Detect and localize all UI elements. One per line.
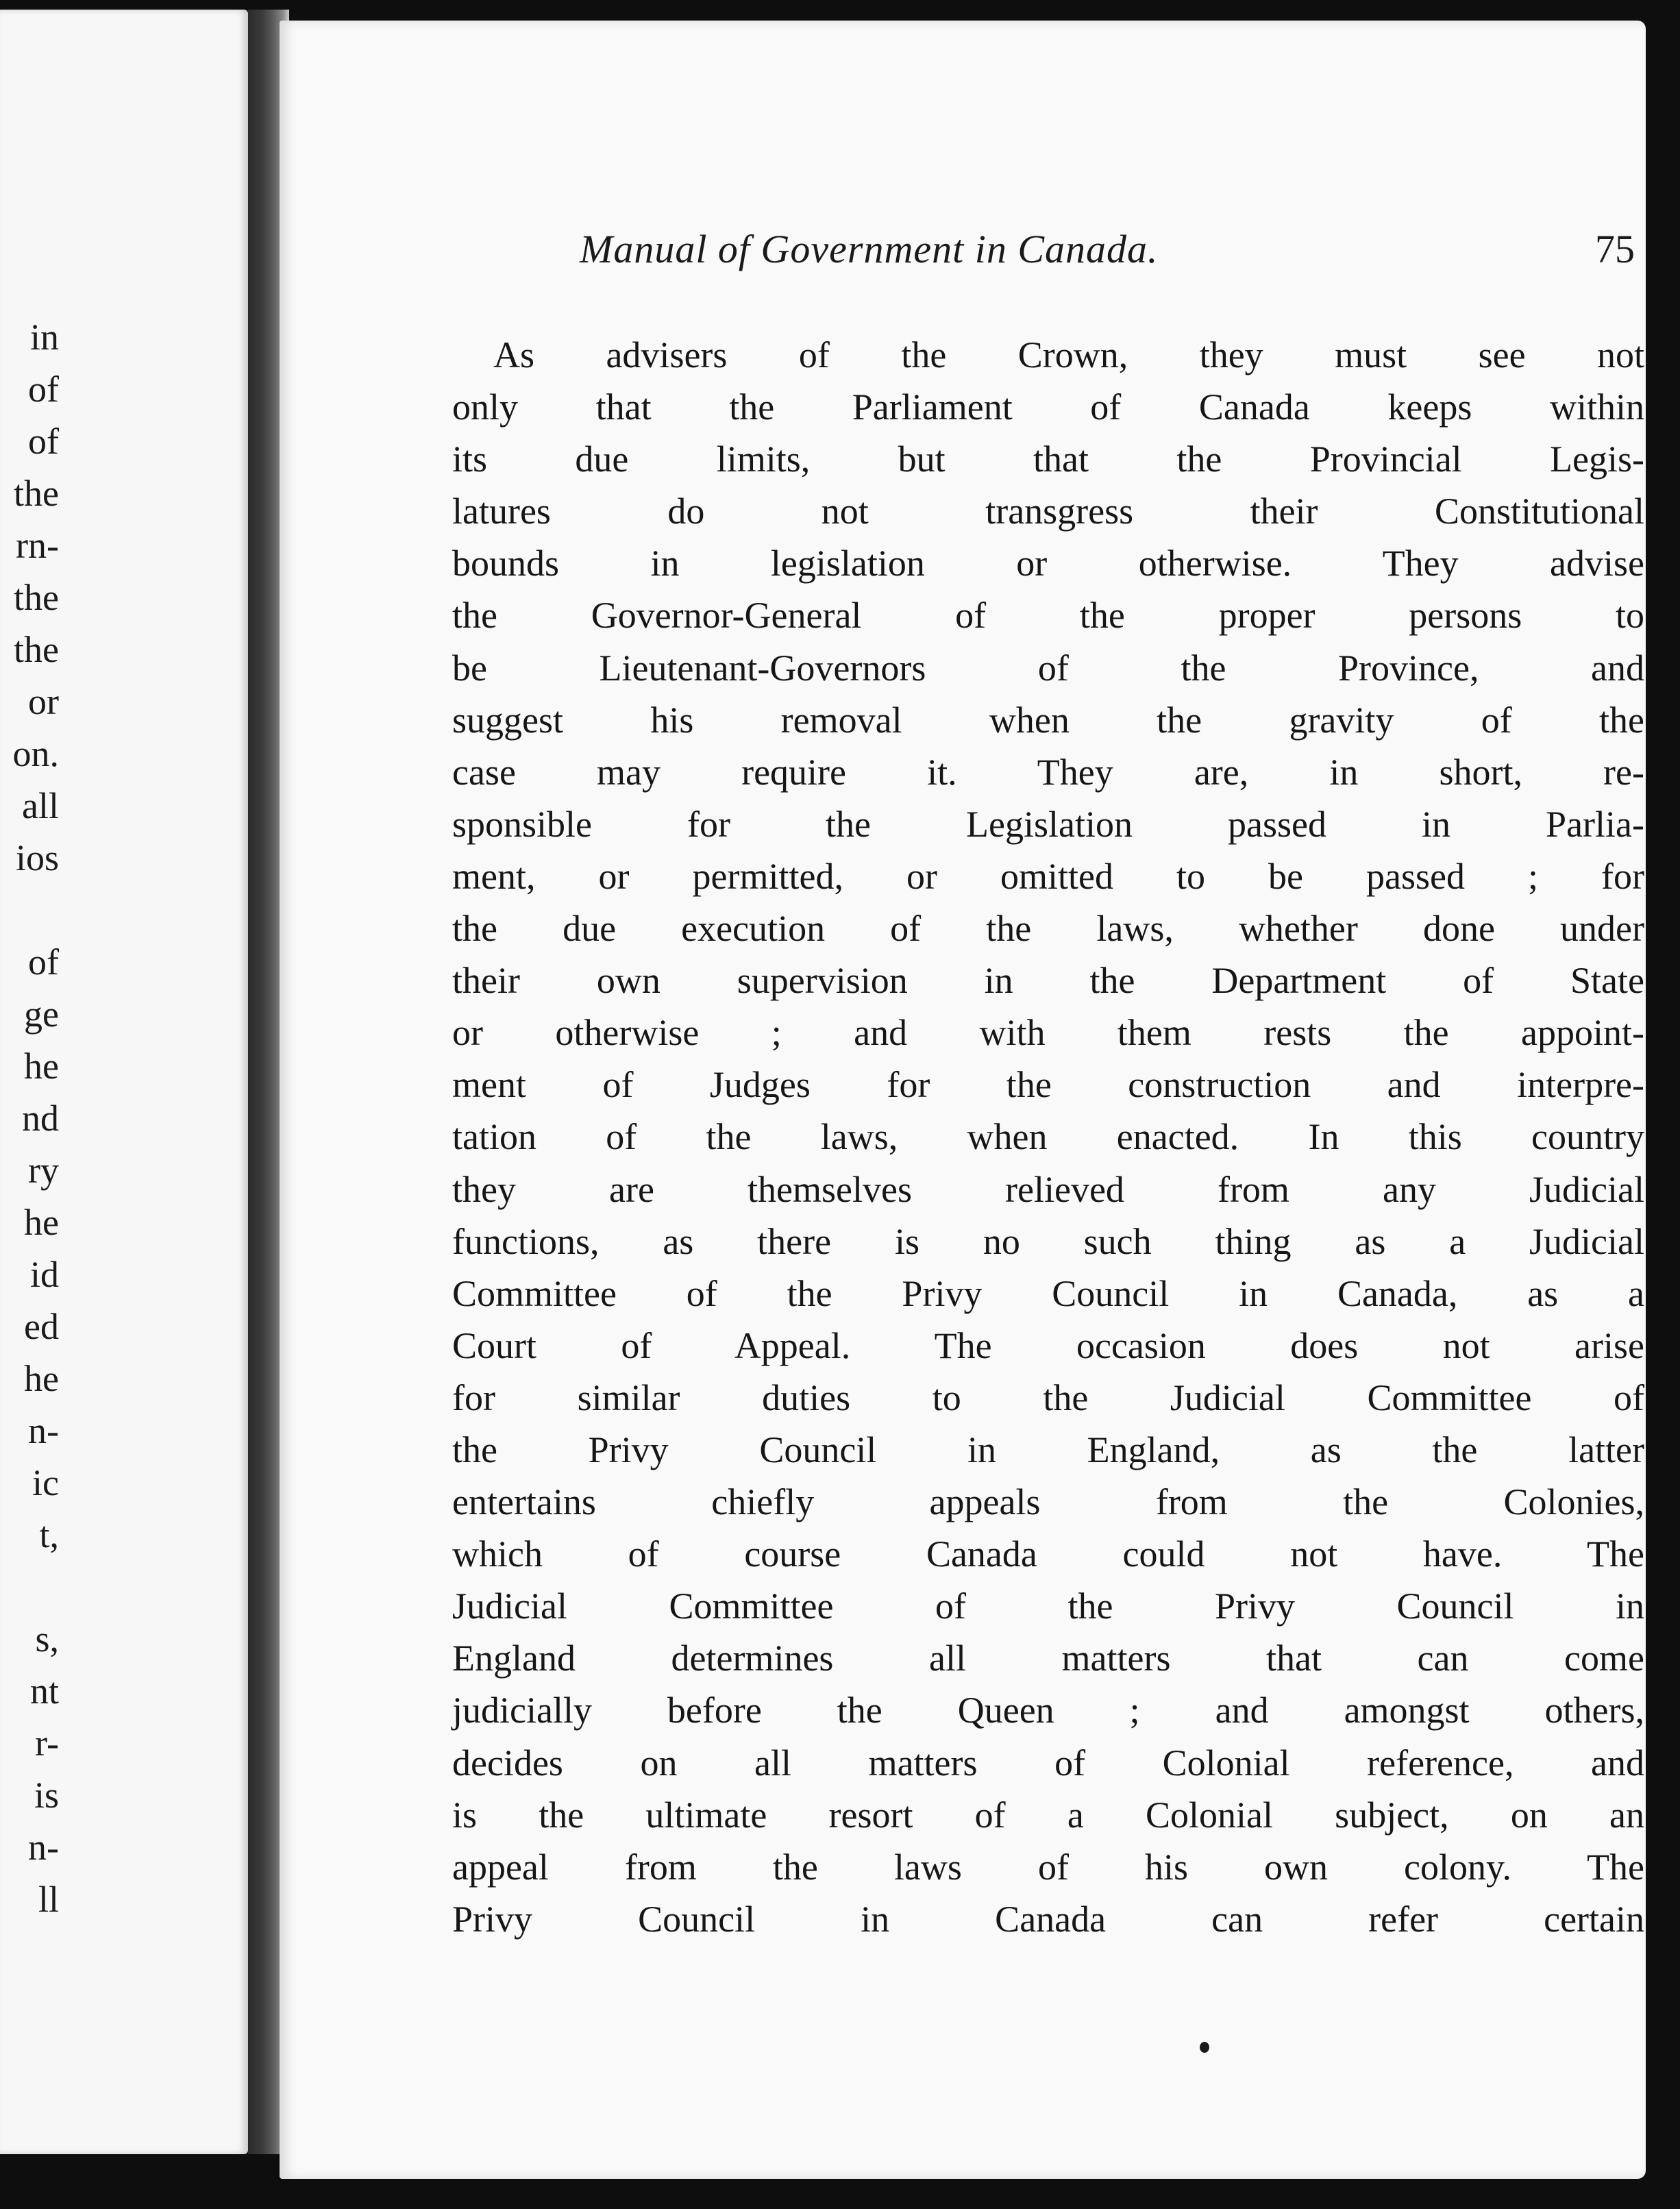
text-line: functions, as there is no such thing as a Judicial [452,1220,1644,1262]
text-line: case may require it. They are, in short, re- [452,751,1644,793]
text-line: they are themselves relieved from any Judicial [452,1168,1644,1210]
text-line: only that the Parliament of Canada keeps within [452,386,1644,428]
left-fragment-line: t, [39,1514,59,1555]
text-line: Judicial Committee of the Privy Council in [452,1585,1644,1627]
text-line: be Lieutenant-Governors of the Province, and [452,647,1644,689]
text-line: bounds in legislation or otherwise. They advise [452,543,1644,584]
left-fragment-line: ll [38,1879,59,1920]
left-fragment-line: n- [28,1410,59,1451]
left-fragment-line: in [29,317,59,358]
left-fragment-line: all [22,785,59,826]
left-fragment-line: ry [28,1150,59,1191]
text-line: Privy Council in Canada can refer certain [452,1898,1644,1940]
left-fragment-line: is [34,1775,59,1816]
left-fragment-line [0,1561,248,1613]
page-body-text [452,329,1644,1945]
running-title: Manual of Government in Canada. [580,227,1159,271]
left-page-text-fragments [0,311,248,1925]
text-line: its due limits, but that the Provincial Legis- [452,439,1644,480]
text-line: ment, or permitted, or omitted to be passed ; for [452,855,1644,897]
left-fragment-line: the [14,473,59,514]
left-fragment-line: n- [28,1827,59,1868]
text-line: appeal from the laws of his own colony. The [452,1846,1644,1888]
text-line: tation of the laws, when enacted. In this country [452,1116,1644,1158]
text-line: latures do not transgress their Constitutional [452,491,1644,532]
text-line: England determines all matters that can come [452,1638,1644,1679]
left-fragment-line: he [24,1202,59,1243]
text-line: Committee of the Privy Council in Canada, as a [452,1272,1644,1314]
text-line: suggest his removal when the gravity of the [452,699,1644,741]
left-fragment-line: ic [32,1462,59,1503]
text-line: entertains chiefly appeals from the Colonies, [452,1481,1644,1523]
text-line: decides on all matters of Colonial reference, and [452,1742,1644,1784]
left-fragment-line: on. [12,733,59,774]
left-fragment-line: of [28,941,59,983]
ink-speck [1200,2042,1209,2053]
left-fragment-line: ge [24,994,59,1035]
text-line: the Governor-General of the proper persons to [452,595,1644,637]
left-fragment-line: ed [24,1306,59,1347]
left-fragment-line: of [28,421,59,462]
text-line: for similar duties to the Judicial Committee of [452,1377,1644,1418]
left-fragment-line: he [24,1358,59,1399]
text-line: As advisers of the Crown, they must see not [493,334,1644,375]
left-facing-page [0,10,248,2154]
text-line: or otherwise ; and with them rests the appoint- [452,1012,1644,1054]
running-head [580,226,1635,281]
left-fragment-line: ios [15,837,59,878]
left-fragment-line: id [29,1254,59,1295]
book-page [280,21,1646,2179]
left-fragment-line: r- [35,1723,59,1764]
text-line: sponsible for the Legislation passed in Parlia- [452,803,1644,845]
text-line: their own supervision in the Department of State [452,960,1644,1002]
left-fragment-line: rn- [16,525,59,566]
text-line: is the ultimate resort of a Colonial subject, on an [452,1794,1644,1836]
left-fragment-line: the [14,577,59,618]
left-fragment-line: the [14,629,59,670]
text-line: Court of Appeal. The occasion does not arise [452,1324,1644,1366]
left-fragment-line: of [28,369,59,410]
text-line: the Privy Council in England, as the latter [452,1429,1644,1470]
text-line: judicially before the Queen ; and amongst others, [452,1690,1644,1731]
left-fragment-line: s, [35,1618,59,1659]
text-line: the due execution of the laws, whether done under [452,908,1644,950]
page-number: 75 [1595,227,1635,271]
text-line: which of course Canada could not have. The [452,1533,1644,1575]
text-line: ment of Judges for the construction and interpre- [452,1064,1644,1106]
left-fragment-line: he [24,1046,59,1087]
left-fragment-line: nt [29,1670,59,1712]
left-fragment-line [0,884,248,936]
left-fragment-line: nd [22,1098,59,1139]
left-fragment-line: or [28,681,59,722]
